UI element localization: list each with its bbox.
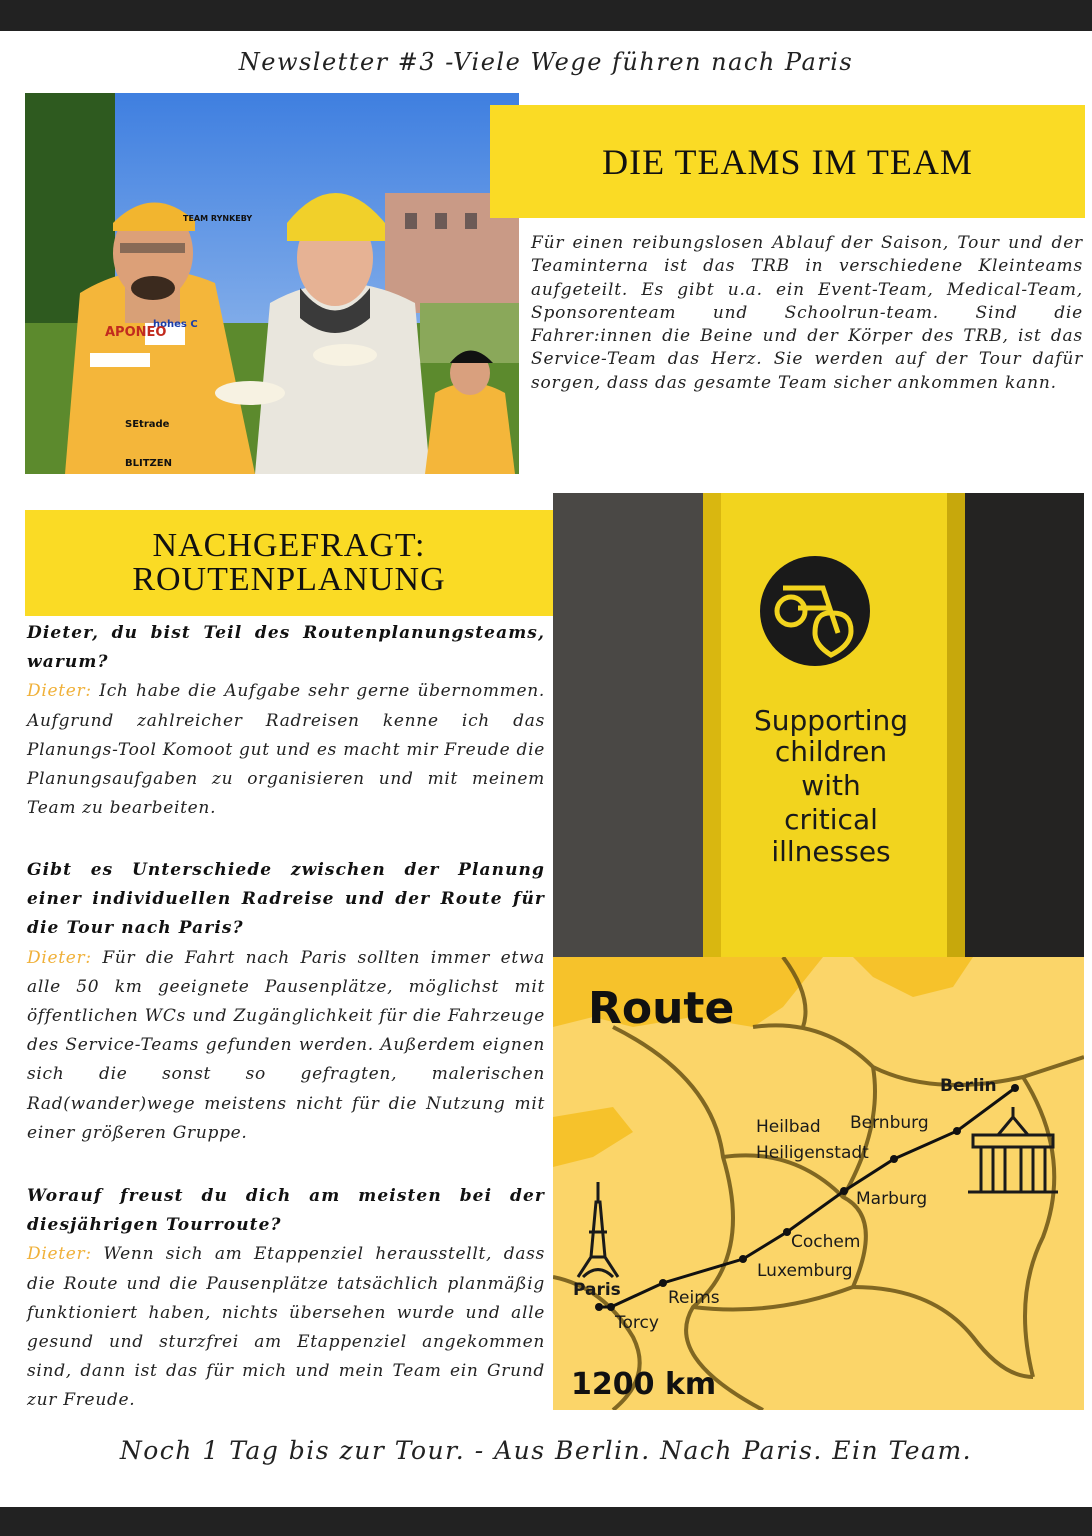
qa-block-1: [27, 619, 545, 823]
jersey-hoes-text: hohes C: [153, 319, 198, 330]
top-bar: [0, 0, 1092, 31]
city-heiligenstadt: Heiligenstadt: [756, 1143, 869, 1163]
speaker-2: Dieter:: [27, 947, 92, 968]
jersey-setrade-text: SEtrade: [125, 419, 170, 430]
qa-block-2: [27, 856, 545, 1148]
answer-3: Wenn sich am Etappenziel herausstellt, dass die Route und die Pausenplätze tatsächlich planmäßig funktioniert haben, nichts übersehen wurde und alle gesund und sturzfrei am Etappenziel angekommen sind, dann ist das für mich und mein Team ein Grund zur Freude.: [27, 1244, 545, 1411]
teams-section-text: Für einen reibungslosen Ablauf der Saison, Tour und der Teaminterna ist das TRB in verschiedene Kleinteams aufgeteilt. Es gibt u.a. ein Event-Team, Medical-Team, Sponsorenteam und Schoolrun-team. Sind die Fahrer:innen die Beine und der Körper des TRB, ist das Service-Team das Herz. Sie werden auf der Tour dafür sorgen, dass das gesamte Team sicher ankommen kann.: [531, 233, 1083, 393]
city-marburg: Marburg: [856, 1189, 928, 1209]
jersey-blitzen-text: BLITZEN: [125, 458, 172, 469]
jersey-cap-text: TEAM RYNKEBY: [183, 214, 253, 223]
team-photo: [25, 93, 519, 474]
bottle-text-2: children: [774, 735, 888, 768]
qa-block-3: [27, 1182, 545, 1416]
jersey-aponeo-text: APONEO: [105, 325, 167, 340]
route-title-line2: ROUTENPLANUNG: [132, 561, 446, 598]
bottle-text-4: critical: [784, 803, 878, 836]
footer-tagline: Noch 1 Tag bis zur Tour. - Aus Berlin. Nach Paris. Ein Team.: [119, 1436, 973, 1465]
question-1: Dieter, du bist Teil des Routenplanungsteams, warum?: [27, 623, 545, 673]
answer-2: Für die Fahrt nach Paris sollten immer etwa alle 50 km geeignete Pausenplätze, möglichst mit öffentlichen WCs und Zugänglichkeit für die Fahrzeuge des Service-Teams gefunden werden. Außerdem eignen sich die sonst so gefragten, malerischen Rad(wander)wege meistens nicht für die Nutzung mit einer größeren Gruppe.: [27, 947, 545, 1143]
bottle-text-5: illnesses: [771, 835, 891, 868]
city-reims: Reims: [668, 1288, 720, 1308]
city-heilbad: Heilbad: [756, 1117, 821, 1137]
city-berlin: Berlin: [940, 1076, 997, 1096]
route-title-line1: NACHGEFRAGT:: [152, 527, 426, 564]
city-luxemburg: Luxemburg: [757, 1261, 853, 1281]
speaker-3: Dieter:: [27, 1244, 92, 1265]
city-torcy: Torcy: [615, 1313, 659, 1333]
bottle-photo: [553, 493, 1084, 957]
route-section-title: [25, 510, 553, 616]
question-2: Gibt es Unterschiede zwischen der Planung einer individuellen Radreise und der Route für die Tour nach Paris?: [27, 860, 545, 939]
city-paris: Paris: [573, 1280, 621, 1300]
question-3: Worauf freust du dich am meisten bei der diesjährigen Tourroute?: [27, 1186, 545, 1236]
city-bernburg: Bernburg: [850, 1113, 929, 1133]
route-map: [553, 957, 1084, 1410]
teams-section-title: DIE TEAMS IM TEAM: [490, 105, 1085, 218]
route-distance: 1200 km: [571, 1367, 717, 1402]
bottle-text-1: Supporting: [754, 704, 908, 737]
speaker-1: Dieter:: [27, 681, 92, 702]
map-title: Route: [588, 983, 735, 1034]
newsletter-title: Newsletter #3 -Viele Wege führen nach Paris: [238, 48, 854, 76]
answer-1: Ich habe die Aufgabe sehr gerne übernommen. Aufgrund zahlreicher Radreisen kenne ich das Planungs-Tool Komoot gut und es macht mir Freude die Planungsaufgaben zu organisieren und mit meinem Team zu bearbeiten.: [27, 681, 545, 819]
bottle-text-3: with: [801, 769, 861, 802]
city-cochem: Cochem: [791, 1232, 861, 1252]
bottom-bar: [0, 1507, 1092, 1536]
